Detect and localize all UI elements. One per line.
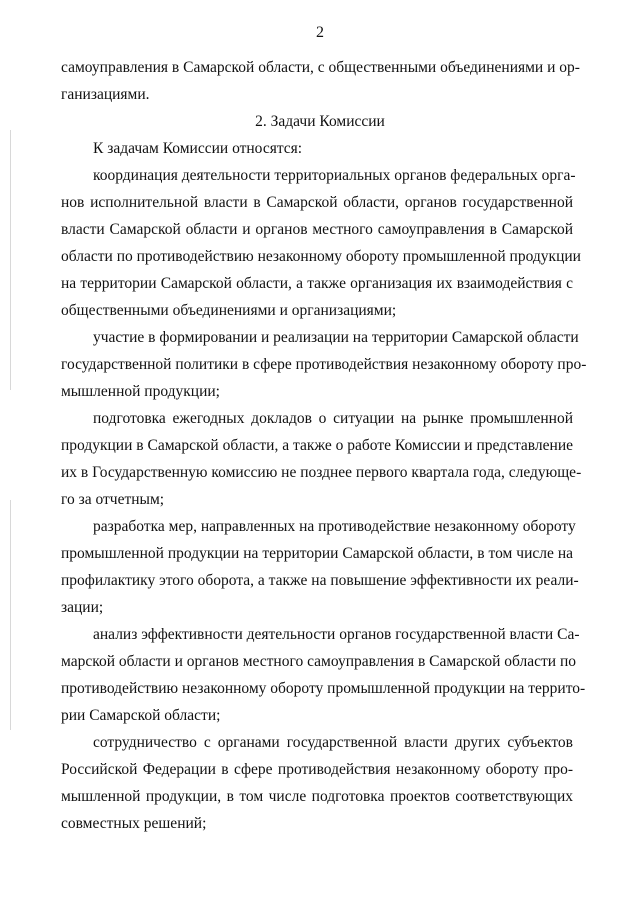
text-line: профилактику этого оборота, а также на повышение эффективности их реали- xyxy=(61,572,579,589)
text-line: мышленной продукции, в том числе подготовка проектов соответствующих xyxy=(61,788,573,805)
text-line: общественными объединениями и организациями; xyxy=(61,302,397,319)
text-line: анализ эффективности деятельности органов государственной власти Са- xyxy=(93,626,580,643)
text-line: промышленной продукции на территории Самарской области, в том числе на xyxy=(61,545,573,562)
text-line: противодействию незаконному обороту промышленной продукции на террито- xyxy=(61,680,586,697)
text-line: рии Самарской области; xyxy=(61,707,221,724)
text-line: власти Самарской области и органов местного самоуправления в Самарской xyxy=(61,221,573,238)
text-line: го за отчетным; xyxy=(61,491,165,508)
scan-margin-line xyxy=(10,500,11,730)
text-line: участие в формировании и реализации на территории Самарской области xyxy=(93,329,579,346)
scan-margin-line xyxy=(10,130,11,390)
text-line: сотрудничество с органами государственной власти других субъектов xyxy=(93,734,573,751)
text-line: Российской Федерации в сфере противодействия незаконному обороту про- xyxy=(61,761,573,778)
text-line: мышленной продукции; xyxy=(61,383,220,400)
text-line: совместных решений; xyxy=(61,815,207,832)
section-heading: 2. Задачи Комиссии xyxy=(255,113,385,130)
text-line: марской области и органов местного самоуправления в Самарской области по xyxy=(61,653,577,670)
page-number: 2 xyxy=(316,24,324,41)
text-line: самоуправления в Самарской области, с общественными объединениями и ор- xyxy=(61,59,580,76)
text-line: ганизациями. xyxy=(61,86,150,103)
text-line: области по противодействию незаконному обороту промышленной продукции xyxy=(61,248,581,265)
text-line: К задачам Комиссии относятся: xyxy=(93,140,303,157)
text-line: подготовка ежегодных докладов о ситуации на рынке промышленной xyxy=(93,410,573,427)
text-line: координация деятельности территориальных органов федеральных орга- xyxy=(93,167,576,184)
text-line: на территории Самарской области, а также организация их взаимодействия с xyxy=(61,275,573,292)
text-line: государственной политики в сфере противодействия незаконному обороту про- xyxy=(61,356,587,373)
text-line: разработка мер, направленных на противодействие незаконному обороту xyxy=(93,518,576,535)
text-line: зации; xyxy=(61,599,104,616)
text-line: продукции в Самарской области, а также о работе Комиссии и представление xyxy=(61,437,573,454)
text-line: их в Государственную комиссию не позднее первого квартала года, следующе- xyxy=(61,464,582,481)
text-line: нов исполнительной власти в Самарской области, органов государственной xyxy=(61,194,573,211)
